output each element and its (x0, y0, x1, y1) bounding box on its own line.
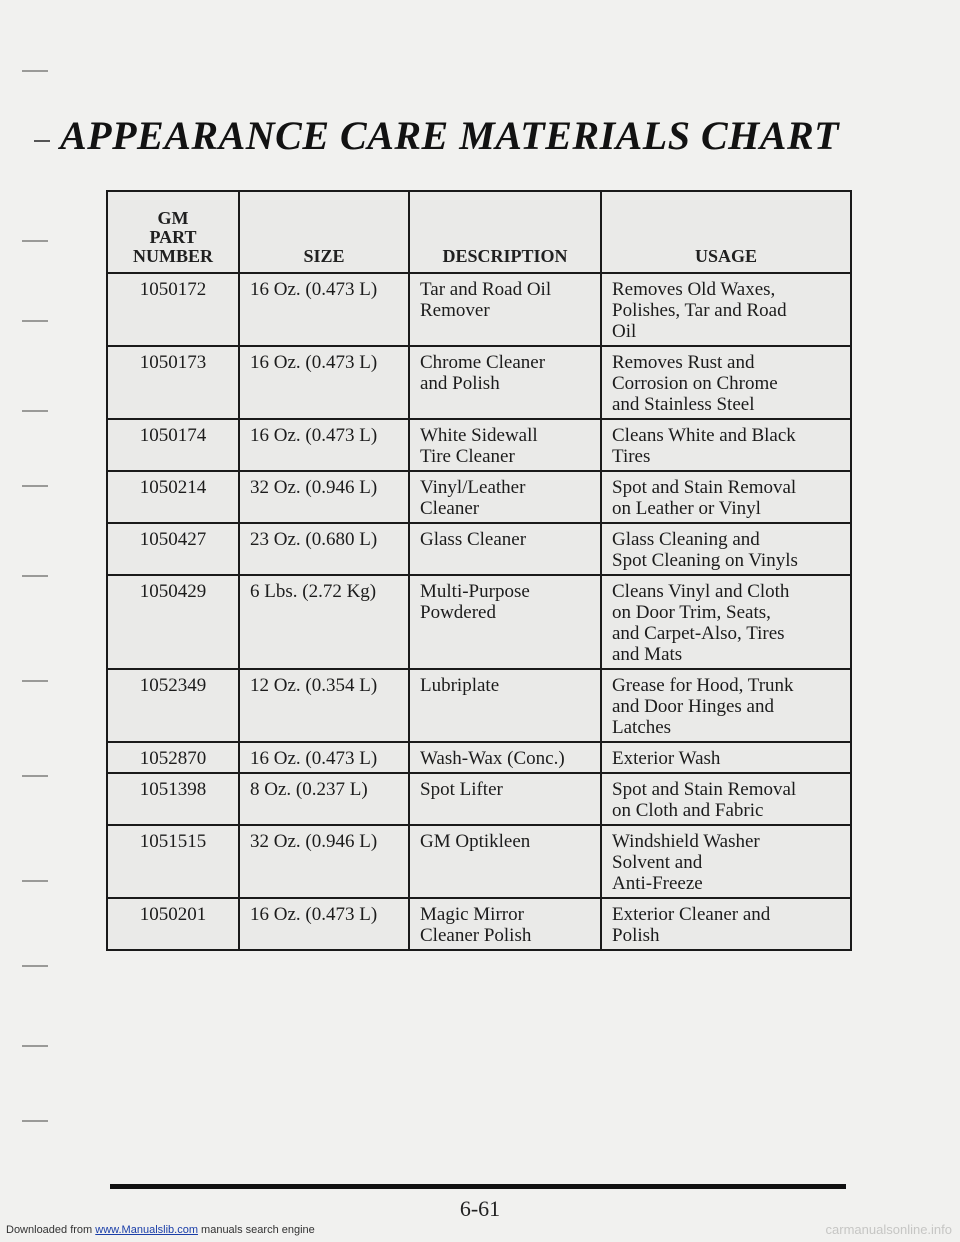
description-cell-line: Spot Lifter (420, 779, 503, 800)
part-number-cell: 1050174 (107, 419, 239, 471)
header-part-number-line: PART (149, 227, 197, 247)
usage-cell-line: on Cloth and Fabric (612, 800, 764, 821)
part-number-cell: 1052349 (107, 669, 239, 742)
size-cell: 16 Oz. (0.473 L) (239, 346, 409, 419)
usage-cell-line: and Mats (612, 644, 683, 665)
table-row (107, 825, 851, 898)
description-cell-line: Remover (420, 300, 490, 321)
size-cell: 32 Oz. (0.946 L) (239, 825, 409, 898)
description-cell-line: Tire Cleaner (420, 446, 515, 467)
table-row (107, 575, 851, 669)
usage-cell-line: Windshield Washer (612, 831, 760, 852)
usage-cell (601, 471, 851, 523)
description-cell-line: White Sidewall (420, 425, 538, 446)
header-part-number-line: GM (157, 208, 189, 228)
page-number: 6-61 (459, 1196, 501, 1221)
description-cell-line: Multi-Purpose (420, 581, 530, 602)
description-cell-line: Chrome Cleaner (420, 352, 546, 373)
page-title: APPEARANCE CARE MATERIALS CHART (60, 113, 840, 158)
header-row (107, 191, 851, 273)
usage-cell (601, 742, 851, 773)
description-cell-line: Powdered (420, 602, 496, 623)
description-cell (409, 471, 601, 523)
description-cell-line: Vinyl/Leather (420, 477, 526, 498)
usage-cell-line: Polishes, Tar and Road (612, 300, 787, 321)
table-row (107, 273, 851, 346)
description-cell-line: Lubriplate (420, 675, 500, 696)
description-cell (409, 742, 601, 773)
usage-cell-line: Latches (612, 717, 672, 738)
usage-cell-line: Exterior Wash (612, 748, 721, 769)
usage-cell-line: on Leather or Vinyl (612, 498, 761, 519)
watermark: carmanualsonline.info (825, 1222, 952, 1237)
size-cell: 16 Oz. (0.473 L) (239, 273, 409, 346)
usage-cell (601, 523, 851, 575)
usage-cell-line: and Door Hinges and (612, 696, 774, 717)
size-cell: 6 Lbs. (2.72 Kg) (239, 575, 409, 669)
usage-cell (601, 669, 851, 742)
usage-cell-line: Spot Cleaning on Vinyls (612, 550, 798, 571)
part-number-cell: 1051515 (107, 825, 239, 898)
size-cell: 32 Oz. (0.946 L) (239, 471, 409, 523)
footer-prefix: Downloaded from (6, 1224, 96, 1236)
header-description: DESCRIPTION (409, 191, 601, 273)
table-row (107, 523, 851, 575)
description-cell-line: Cleaner Polish (420, 925, 532, 946)
usage-cell-line: Tires (612, 446, 651, 467)
size-cell: 8 Oz. (0.237 L) (239, 773, 409, 825)
download-footer (6, 1224, 315, 1236)
description-cell-line: Glass Cleaner (420, 529, 527, 550)
part-number-cell: 1050429 (107, 575, 239, 669)
usage-cell (601, 346, 851, 419)
usage-cell-line: Corrosion on Chrome (612, 373, 778, 394)
description-cell-line: and Polish (420, 373, 500, 394)
margin-ticks (22, 60, 62, 1160)
care-materials-table (106, 190, 852, 951)
usage-cell (601, 825, 851, 898)
size-cell: 16 Oz. (0.473 L) (239, 419, 409, 471)
description-cell (409, 825, 601, 898)
footer-suffix: manuals search engine (197, 1224, 315, 1236)
usage-cell-line: and Stainless Steel (612, 394, 755, 415)
usage-cell-line: Removes Rust and (612, 352, 755, 373)
description-cell (409, 523, 601, 575)
table-row (107, 471, 851, 523)
part-number-cell: 1050172 (107, 273, 239, 346)
header-usage: USAGE (601, 191, 851, 273)
header-size: SIZE (239, 191, 409, 273)
usage-cell (601, 419, 851, 471)
usage-cell-line: and Carpet-Also, Tires (612, 623, 785, 644)
size-cell: 16 Oz. (0.473 L) (239, 742, 409, 773)
usage-cell (601, 773, 851, 825)
table-row (107, 346, 851, 419)
usage-cell-line: Exterior Cleaner and (612, 904, 771, 925)
usage-cell-line: Grease for Hood, Trunk (612, 675, 794, 696)
usage-cell-line: Cleans Vinyl and Cloth (612, 581, 790, 602)
description-cell-line: GM Optikleen (420, 831, 531, 852)
title-dash (34, 140, 50, 142)
size-cell: 16 Oz. (0.473 L) (239, 898, 409, 950)
header-part-number (107, 191, 239, 273)
usage-cell-line: Glass Cleaning and (612, 529, 760, 550)
size-cell: 23 Oz. (0.680 L) (239, 523, 409, 575)
part-number-cell: 1050173 (107, 346, 239, 419)
usage-cell (601, 273, 851, 346)
usage-cell-line: Anti-Freeze (612, 873, 703, 894)
description-cell-line: Cleaner (420, 498, 480, 519)
description-cell (409, 273, 601, 346)
header-part-number-line: NUMBER (133, 246, 213, 266)
description-cell-line: Tar and Road Oil (420, 279, 552, 300)
usage-cell (601, 898, 851, 950)
part-number-cell: 1051398 (107, 773, 239, 825)
description-cell (409, 669, 601, 742)
usage-cell-line: Spot and Stain Removal (612, 477, 797, 498)
description-cell (409, 419, 601, 471)
usage-cell-line: Oil (612, 321, 637, 342)
table-row (107, 669, 851, 742)
table-body (107, 273, 851, 950)
part-number-cell: 1052870 (107, 742, 239, 773)
part-number-cell: 1050427 (107, 523, 239, 575)
table-row (107, 773, 851, 825)
table-row (107, 898, 851, 950)
table-row (107, 742, 851, 773)
manualslib-link[interactable]: www.Manualslib.com (95, 1224, 198, 1236)
part-number-cell: 1050201 (107, 898, 239, 950)
description-cell (409, 346, 601, 419)
part-number-cell: 1050214 (107, 471, 239, 523)
description-cell (409, 575, 601, 669)
usage-cell-line: Polish (612, 925, 660, 946)
description-cell-line: Magic Mirror (420, 904, 524, 925)
table-row (107, 419, 851, 471)
usage-cell-line: Spot and Stain Removal (612, 779, 797, 800)
page-rule (110, 1184, 846, 1189)
usage-cell-line: Solvent and (612, 852, 703, 873)
description-cell-line: Wash-Wax (Conc.) (420, 748, 565, 769)
usage-cell-line: on Door Trim, Seats, (612, 602, 771, 623)
usage-cell-line: Removes Old Waxes, (612, 279, 776, 300)
description-cell (409, 773, 601, 825)
usage-cell-line: Cleans White and Black (612, 425, 796, 446)
usage-cell (601, 575, 851, 669)
size-cell: 12 Oz. (0.354 L) (239, 669, 409, 742)
description-cell (409, 898, 601, 950)
